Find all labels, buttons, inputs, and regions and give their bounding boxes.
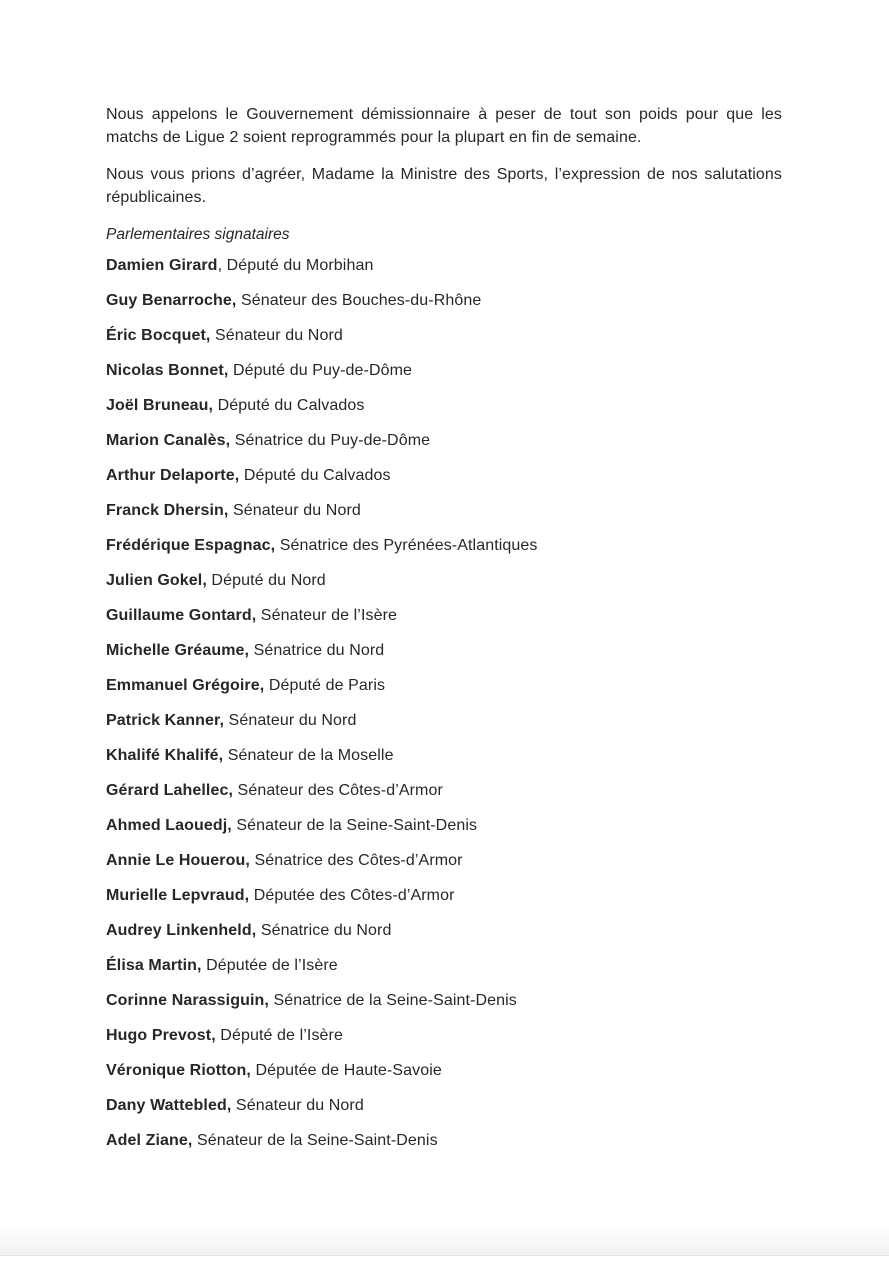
signatories-list (106, 257, 782, 1149)
signatory-line (106, 397, 782, 414)
signatory-name: Gérard Lahellec, (106, 782, 233, 799)
signatory-line (106, 292, 782, 309)
signatory-line (106, 1097, 782, 1114)
signatory-name: Emmanuel Grégoire, (106, 677, 265, 694)
signatory-line (106, 712, 782, 729)
signatory-role: Député du Calvados (213, 397, 365, 414)
signatory-role: Députée des Côtes-d’Armor (249, 887, 455, 904)
signatory-role: Sénateur de la Seine-Saint-Denis (192, 1132, 438, 1149)
signatory-line (106, 607, 782, 624)
signatory-line (106, 1132, 782, 1149)
page-bottom-edge (0, 1224, 889, 1256)
signatory-role: Sénateur des Côtes-d’Armor (233, 782, 443, 799)
signatory-role: Sénateur de la Moselle (223, 747, 394, 764)
signatory-line (106, 817, 782, 834)
signatory-name: Élisa Martin, (106, 957, 202, 974)
signatory-role: Député du Puy-de-Dôme (228, 362, 413, 379)
signatory-name: Véronique Riotton, (106, 1062, 251, 1079)
signatory-line (106, 572, 782, 589)
closing-paragraph-1: Nous appelons le Gouvernement démissionnaire à peser de tout son poids pour que les matchs de Ligue 2 soient reprogrammés pour la plupart en fin de semaine. (106, 106, 782, 146)
signatory-line (106, 852, 782, 869)
signatory-name: Éric Bocquet, (106, 327, 211, 344)
signatory-line (106, 432, 782, 449)
signatory-role: Sénatrice de la Seine-Saint-Denis (268, 992, 517, 1009)
signatory-name: Khalifé Khalifé, (106, 747, 224, 764)
closing-paragraph-2: Nous vous prions d’agréer, Madame la Ministre des Sports, l’expression de nos salutations républicaines. (106, 166, 782, 206)
signatory-line (106, 1062, 782, 1079)
signatory-role: Sénatrice du Nord (256, 922, 392, 939)
signatory-line (106, 257, 782, 274)
signatory-name: Hugo Prevost, (106, 1027, 216, 1044)
signatory-role: Député de l’Isère (215, 1027, 343, 1044)
signatory-name: Nicolas Bonnet, (106, 362, 229, 379)
signatory-role: Sénateur du Nord (224, 712, 357, 729)
signatory-role: Sénateur du Nord (228, 502, 361, 519)
signatory-name: Arthur Delaporte, (106, 467, 240, 484)
signatory-line (106, 537, 782, 554)
signatory-role: Sénatrice des Pyrénées-Atlantiques (275, 537, 538, 554)
signatory-role: Sénateur des Bouches-du-Rhône (236, 292, 482, 309)
signatory-name: Michelle Gréaume, (106, 642, 250, 659)
signatory-role: Députée de Haute-Savoie (250, 1062, 442, 1079)
signatory-role: Député de Paris (264, 677, 386, 694)
signatory-name: Damien Girard (106, 257, 218, 274)
signatory-name: Joël Bruneau, (106, 397, 214, 414)
signatory-name: Annie Le Houerou, (106, 852, 250, 869)
signatory-role: , Député du Morbihan (217, 257, 374, 274)
signatory-name: Adel Ziane, (106, 1132, 193, 1149)
signatory-name: Julien Gokel, (106, 572, 207, 589)
signatory-role: Député du Calvados (239, 467, 391, 484)
signatory-line (106, 642, 782, 659)
signatory-name: Patrick Kanner, (106, 712, 224, 729)
signatory-role: Sénatrice des Côtes-d’Armor (249, 852, 463, 869)
signatory-line (106, 677, 782, 694)
signatory-role: Sénateur du Nord (210, 327, 343, 344)
signatory-role: Députée de l’Isère (201, 957, 338, 974)
signatory-line (106, 327, 782, 344)
signatory-name: Audrey Linkenheld, (106, 922, 257, 939)
signatory-line (106, 992, 782, 1009)
signatory-name: Franck Dhersin, (106, 502, 229, 519)
signatory-line (106, 502, 782, 519)
signatory-name: Guillaume Gontard, (106, 607, 257, 624)
signatory-name: Frédérique Espagnac, (106, 537, 276, 554)
signatory-role: Sénatrice du Nord (249, 642, 385, 659)
signatory-line (106, 957, 782, 974)
signatory-role: Député du Nord (206, 572, 326, 589)
signatory-name: Dany Wattebled, (106, 1097, 232, 1114)
signatory-name: Marion Canalès, (106, 432, 231, 449)
signatory-role: Sénateur de l’Isère (256, 607, 398, 624)
signatory-line (106, 887, 782, 904)
signatory-line (106, 922, 782, 939)
signatory-name: Murielle Lepvraud, (106, 887, 250, 904)
signatory-line (106, 467, 782, 484)
signatory-role: Sénateur de la Seine-Saint-Denis (231, 817, 478, 834)
signatory-role: Sénatrice du Puy-de-Dôme (230, 432, 431, 449)
signatory-name: Ahmed Laouedj, (106, 817, 232, 834)
signatory-name: Corinne Narassiguin, (106, 992, 269, 1009)
signatory-line (106, 782, 782, 799)
signatory-line (106, 1027, 782, 1044)
signatory-name: Guy Benarroche, (106, 292, 237, 309)
letter-body (106, 103, 782, 1167)
signatory-line (106, 362, 782, 379)
signatory-line (106, 747, 782, 764)
signatory-role: Sénateur du Nord (231, 1097, 364, 1114)
signatories-heading: Parlementaires signataires (106, 226, 290, 243)
